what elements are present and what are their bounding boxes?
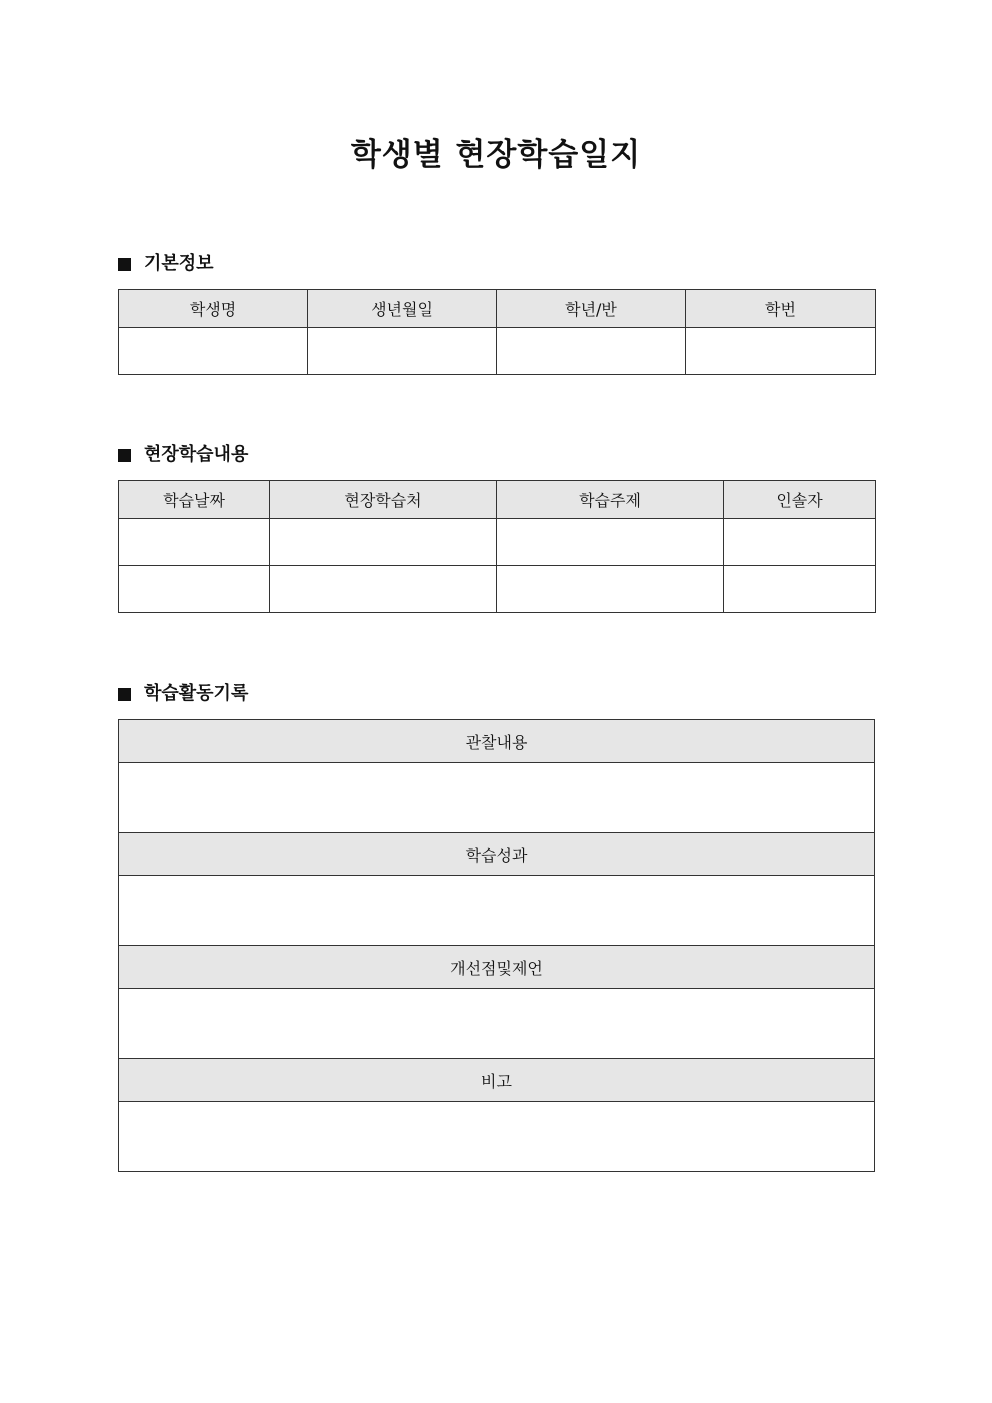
study-topic-field[interactable] [497, 519, 724, 566]
field-content-table [118, 480, 876, 613]
section-heading-activity-record [118, 682, 248, 706]
study-date-field[interactable] [119, 566, 270, 613]
table-row [119, 1102, 875, 1172]
grade-class-field[interactable] [497, 328, 686, 375]
table-row [119, 876, 875, 946]
improvements-field[interactable] [119, 989, 875, 1059]
supervisor-field[interactable] [724, 519, 876, 566]
header-study-date: 학습날짜 [119, 481, 270, 519]
table-header-row [119, 946, 875, 989]
table-header-row [119, 1059, 875, 1102]
square-bullet-icon [118, 688, 131, 701]
section-heading-label: 학습활동기록 [144, 683, 249, 704]
table-header-row [119, 720, 875, 763]
square-bullet-icon [118, 258, 131, 271]
table-header-row [119, 290, 876, 328]
table-row [119, 328, 876, 375]
header-supervisor: 인솔자 [724, 481, 876, 519]
table-row [119, 763, 875, 833]
section-heading-field-content [118, 443, 248, 467]
student-name-field[interactable] [119, 328, 308, 375]
header-observation: 관찰내용 [119, 720, 875, 763]
header-student-name: 학생명 [119, 290, 308, 328]
basic-info-table [118, 289, 876, 375]
square-bullet-icon [118, 449, 131, 462]
header-remarks: 비고 [119, 1059, 875, 1102]
table-row [119, 519, 876, 566]
table-header-row [119, 833, 875, 876]
section-heading-basic-info [118, 252, 214, 276]
field-site-field[interactable] [270, 566, 497, 613]
remarks-field[interactable] [119, 1102, 875, 1172]
header-grade-class: 학년/반 [497, 290, 686, 328]
document-title: 학생별 현장학습일지 [350, 137, 642, 173]
section-heading-label: 기본정보 [144, 253, 214, 274]
table-header-row [119, 481, 876, 519]
header-student-number: 학번 [686, 290, 876, 328]
header-study-topic: 학습주제 [497, 481, 724, 519]
header-birth-date: 생년월일 [308, 290, 497, 328]
activity-record-table [118, 719, 875, 1172]
table-row [119, 566, 876, 613]
table-row [119, 989, 875, 1059]
student-number-field[interactable] [686, 328, 876, 375]
supervisor-field[interactable] [724, 566, 876, 613]
field-site-field[interactable] [270, 519, 497, 566]
header-field-site: 현장학습처 [270, 481, 497, 519]
observation-field[interactable] [119, 763, 875, 833]
section-heading-label: 현장학습내용 [144, 444, 249, 465]
study-topic-field[interactable] [497, 566, 724, 613]
header-learning-outcome: 학습성과 [119, 833, 875, 876]
learning-outcome-field[interactable] [119, 876, 875, 946]
birth-date-field[interactable] [308, 328, 497, 375]
header-improvements: 개선점및제언 [119, 946, 875, 989]
study-date-field[interactable] [119, 519, 270, 566]
